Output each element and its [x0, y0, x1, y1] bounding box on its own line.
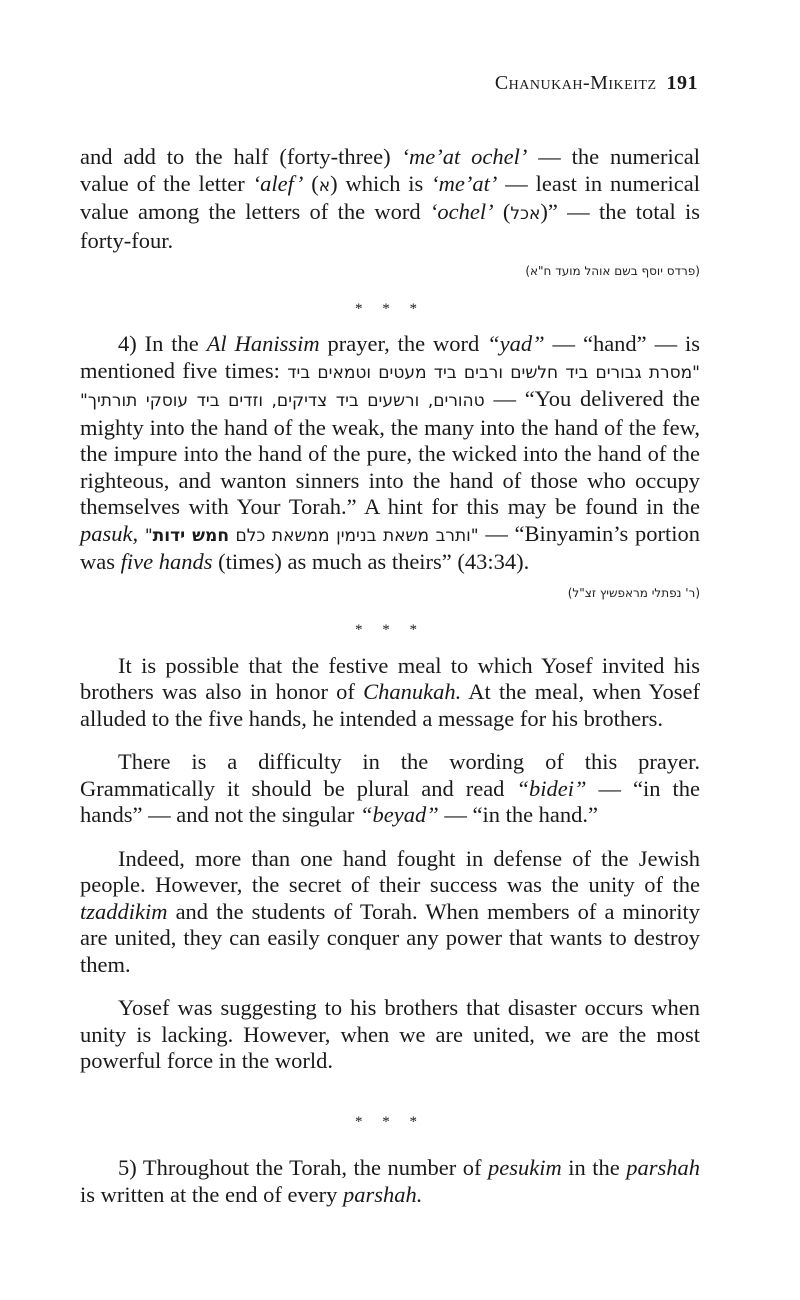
hebrew-quote: "מסרת גבורים ביד חלשים ורבים ביד מעטים וטמאים ביד טהורים, ורשעים ביד צדיקים, וזדים ביד עוסקי תורתיך"	[80, 362, 700, 411]
paragraph: There is a difficulty in the wording of this prayer. Grammatically it should be plural and read “bidei” — “in the hands” — and not the singular “beyad” — “in the hand.”	[80, 749, 700, 827]
page-body	[80, 144, 700, 1208]
page-number: 191	[666, 72, 698, 94]
running-header	[495, 72, 698, 95]
hebrew-word: אכל	[510, 204, 541, 224]
header-title: Chanukah-Mikeitz	[494, 72, 657, 94]
source-citation-1: (פרדס יוסף בשם אוהל מועד ח"א)	[525, 264, 700, 278]
source-citation-2: (ר' נפתלי מראפשיץ זצ"ל)	[567, 585, 700, 600]
paragraph-5: 5) Throughout the Torah, the number of pesukim in the parshah is written at the end of every parshah.	[80, 1155, 700, 1207]
section-divider: * * *	[355, 1113, 425, 1130]
paragraph-4: 4) In the Al Hanissim prayer, the word “yad” — “hand” — is mentioned five times: "מסרת גבורים ביד חלשים ורבים ביד מעטים וטמאים ביד טהורים, ורשעים ביד צדיקים, וזדים ביד עוסקי תורתיך" — “You delivered the mighty into the hand of the weak, the many into the hand of the few, the impure into the hand of the pure, the wicked into the hand of the righteous, and wanton sinners into the hand of those who occupy themselves with Your Torah.” A hint for this may be found in the pasuk, "ותרב משאת בנימין ממשאת כלם חמש ידות" — “Binyamin’s portion was five hands (times) as much as theirs” (43:34).	[80, 331, 701, 574]
section-divider: * * *	[355, 300, 425, 317]
paragraph: Yosef was suggesting to his brothers that disaster occurs when unity is lacking. However, when we are united, we are the most powerful force in the world.	[80, 995, 700, 1073]
hebrew-letter: א	[318, 175, 331, 196]
paragraph: It is possible that the festive meal to which Yosef invited his brothers was also in honor of Chanukah. At the meal, when Yosef alluded to the five hands, he intended a message for his brothers.	[80, 652, 700, 731]
section-divider: * * *	[355, 622, 425, 638]
hebrew-pasuk: "ותרב משאת בנימין ממשאת כלם חמש ידות"	[144, 525, 479, 546]
paragraph-continued: and add to the half (forty-three) ‘me’at ochel’ — the numerical value of the letter ‘alef’ (א) which is ‘me’at’ — least in numerical value among the letters of the word ‘ochel’ (אכל)” — the total is forty-four.	[80, 144, 701, 253]
paragraph: Indeed, more than one hand fought in defense of the Jewish people. However, the secret of their success was the unity of the tzaddikim and the students of Torah. When members of a minority are united, they can easily conquer any power that wants to destroy them.	[80, 845, 700, 977]
